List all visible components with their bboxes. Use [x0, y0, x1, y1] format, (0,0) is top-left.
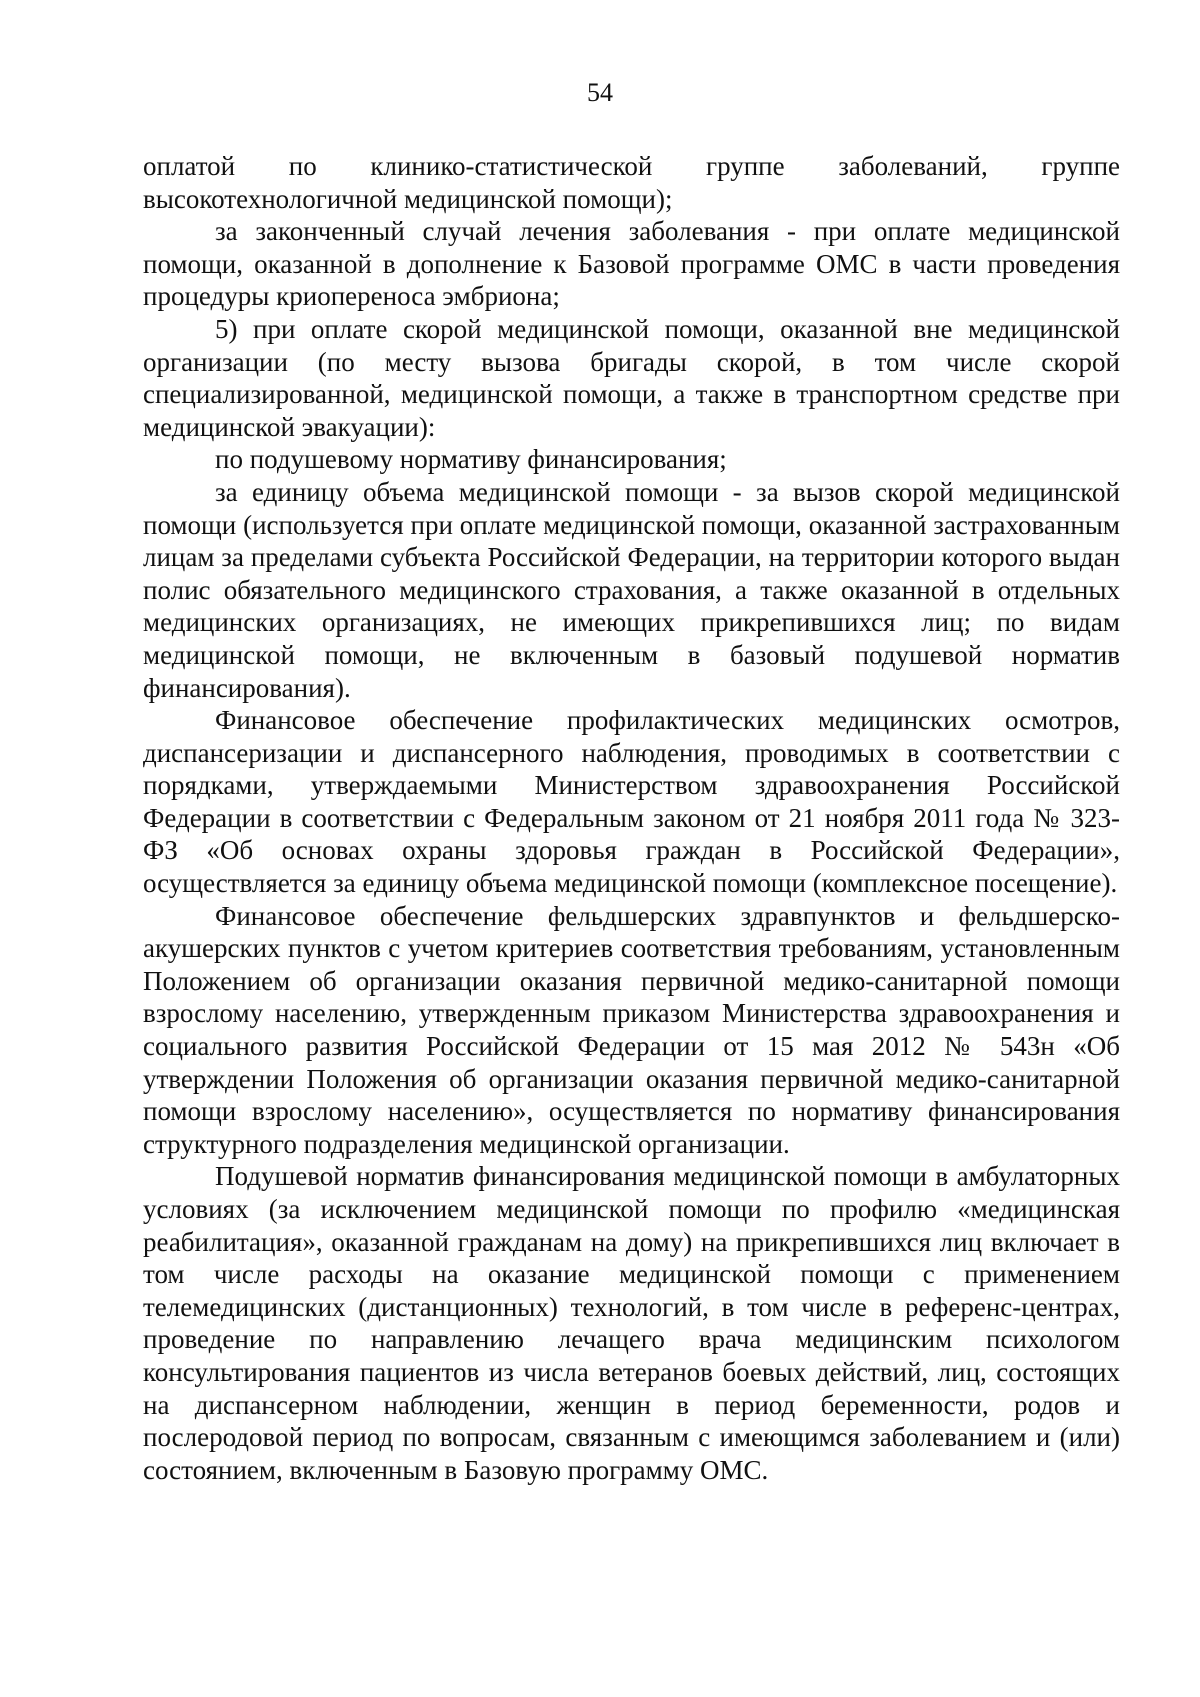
paragraph: за единицу объема медицинской помощи - за вызов скорой медицинской помощи (используется при оплате медицинской помощи, оказанной застрахованным лицам за пределами субъекта Российской Федерации, на территории которого выдан полис обязательного медицинского страхования, а также оказанной в отдельных медицинских организациях, не имеющих прикрепившихся лиц; по видам медицинской помощи, не включенным в базовый подушевой норматив финансирования).	[143, 476, 1120, 703]
paragraph: 5) при оплате скорой медицинской помощи, оказанной вне медицинской организации (по месту вызова бригады скорой, в том числе скорой специализированной, медицинской помощи, а также в транспортном средстве при медицинской эвакуации):	[143, 313, 1120, 442]
page-number: 54	[587, 78, 613, 107]
paragraph: Финансовое обеспечение фельдшерских здравпунктов и фельдшерско-акушерских пунктов с учетом критериев соответствия требованиям, установленным Положением об организации оказания первичной медико-санитарной помощи взрослому населению, утвержденным приказом Министерства здравоохранения и социального развития Российской Федерации от 15 мая 2012 № 543н «Об утверждении Положения об организации оказания первичной медико-санитарной помощи взрослому населению», осуществляется по нормативу финансирования структурного подразделения медицинской организации.	[143, 900, 1120, 1159]
document-body	[143, 150, 1120, 1486]
paragraph: Подушевой норматив финансирования медицинской помощи в амбулаторных условиях (за исключением медицинской помощи по профилю «медицинская реабилитация», оказанной гражданам на дому) на прикрепившихся лиц включает в том числе расходы на оказание медицинской помощи с применением телемедицинских (дистанционных) технологий, в том числе в референс-центрах, проведение по направлению лечащего врача медицинским психологом консультирования пациентов из числа ветеранов боевых действий, лиц, состоящих на диспансерном наблюдении, женщин в период беременности, родов и послеродовой период по вопросам, связанным с имеющимся заболеванием и (или) состоянием, включенным в Базовую программу ОМС.	[143, 1161, 1120, 1485]
paragraph: оплатой по клинико-статистической группе заболеваний, группе высокотехнологичной медицинской помощи);	[143, 151, 1120, 214]
paragraph: по подушевому нормативу финансирования;	[215, 444, 727, 475]
paragraph: за законченный случай лечения заболевания - при оплате медицинской помощи, оказанной в дополнение к Базовой программе ОМС в части проведения процедуры криопереноса эмбриона;	[143, 216, 1120, 312]
paragraph: Финансовое обеспечение профилактических медицинских осмотров, диспансеризации и диспансерного наблюдения, проводимых в соответствии с порядками, утверждаемыми Министерством здравоохранения Российской Федерации в соответствии с Федеральным законом от 21 ноября 2011 года № 323-ФЗ «Об основах охраны здоровья граждан в Российской Федерации», осуществляется за единицу объема медицинской помощи (комплексное посещение).	[143, 705, 1120, 899]
